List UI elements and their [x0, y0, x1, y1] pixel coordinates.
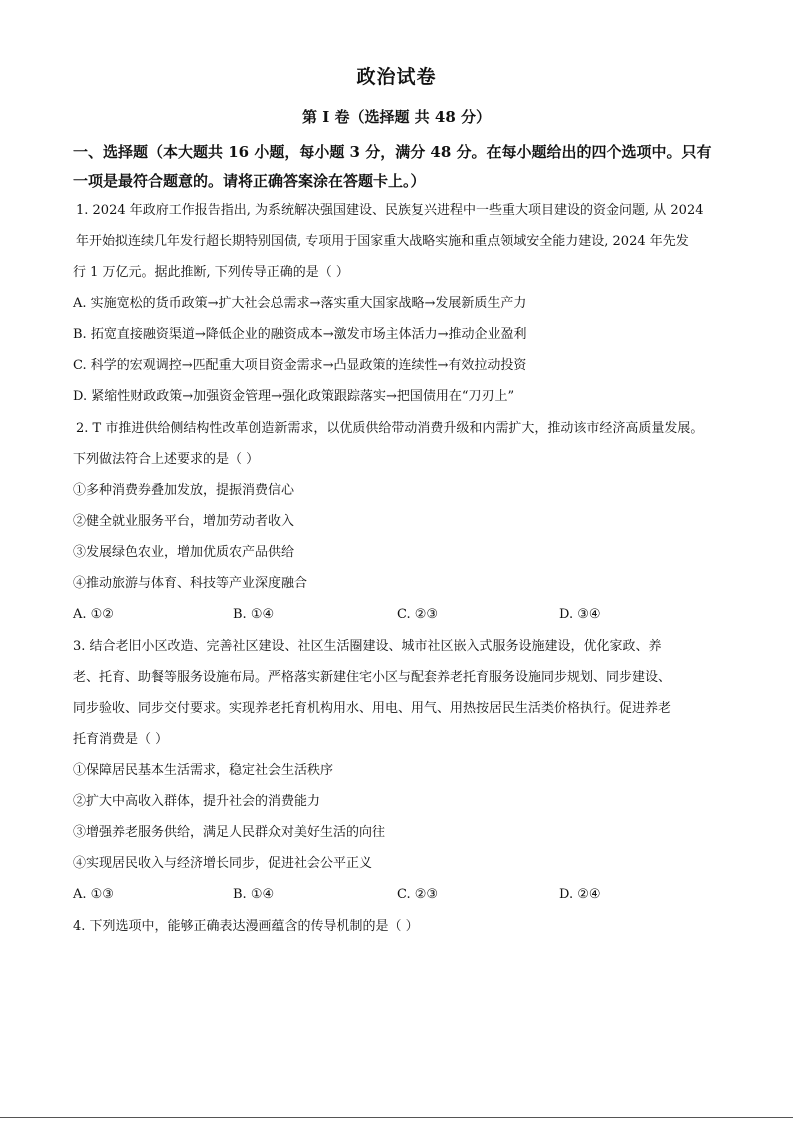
- q4-stem-line-1: 4. 下列选项中，能够正确表达漫画蕴含的传导机制的是（ ）: [73, 919, 419, 934]
- page-bottom-divider: [0, 1117, 793, 1118]
- q2-stem-line-1: 2. T 市推进供给侧结构性改革创造新需求，以优质供给带动消费升级和内需扩大，推动该市经济高质量发展。: [76, 421, 704, 436]
- q3-statement-3: ③增强养老服务供给，满足人民群众对美好生活的向往: [73, 825, 386, 840]
- q2-statement-3: ③发展绿色农业，增加优质农产品供给: [73, 545, 295, 560]
- q2-stem-line-2: 下列做法符合上述要求的是（ ）: [73, 452, 260, 467]
- page-title: 政治试卷: [356, 66, 437, 88]
- q2-choice-a: A. ①②: [73, 607, 114, 622]
- q2-choice-b: B. ①④: [233, 607, 275, 622]
- q3-stem-line-2: 老、托育、助餐等服务设施布局。严格落实新建住宅小区与配套养老托育服务设施同步规划、同步建设、: [73, 670, 672, 685]
- q1-stem-line-3: 行 1 万亿元。据此推断, 下列传导正确的是（ ）: [73, 265, 349, 280]
- q3-choice-c: C. ②③: [397, 887, 439, 902]
- q2-statement-4: ④推动旅游与体育、科技等产业深度融合: [73, 576, 308, 591]
- q1-option-a: A. 实施宽松的货币政策→扩大社会总需求→落实重大国家战略→发展新质生产力: [73, 296, 527, 311]
- q1-option-c: C. 科学的宏观调控→匹配重大项目资金需求→凸显政策的连续性→有效拉动投资: [73, 358, 527, 373]
- section-heading: [73, 138, 733, 196]
- q3-choice-d: D. ②④: [559, 887, 601, 902]
- q1-stem-line-2: 年开始拟连续几年发行超长期特别国债, 专项用于国家重大战略实施和重点领域安全能力建设, 2024 年先发: [76, 234, 689, 249]
- q1-option-d: D. 紧缩性财政政策→加强资金管理→强化政策跟踪落实→把国债用在“刀刃上”: [73, 389, 515, 404]
- q3-choice-a: A. ①③: [73, 887, 114, 902]
- q1-stem-line-1: 1. 2024 年政府工作报告指出, 为系统解决强国建设、民族复兴进程中一些重大项目建设的资金问题, 从 2024: [76, 203, 704, 218]
- q2-choice-c: C. ②③: [397, 607, 439, 622]
- q2-statement-2: ②健全就业服务平台，增加劳动者收入: [73, 514, 295, 529]
- q3-stem-line-1: 3. 结合老旧小区改造、完善社区建设、社区生活圈建设、城市社区嵌入式服务设施建设，优化家政、养: [73, 639, 662, 654]
- q3-statement-1: ①保障居民基本生活需求，稳定社会生活秩序: [73, 763, 334, 778]
- q3-choice-b: B. ①④: [233, 887, 275, 902]
- q3-statement-4: ④实现居民收入与经济增长同步，促进社会公平正义: [73, 856, 373, 871]
- q2-choice-d: D. ③④: [559, 607, 601, 622]
- section-subtitle: 第 I 卷（选择题 共 48 分）: [301, 108, 491, 126]
- q3-statement-2: ②扩大中高收入群体，提升社会的消费能力: [73, 794, 321, 809]
- q3-stem-line-4: 托育消费是（ ）: [73, 732, 169, 747]
- q3-stem-line-3: 同步验收、同步交付要求。实现养老托育机构用水、用电、用气、用热按居民生活类价格执行。促进养老: [73, 701, 672, 716]
- section-heading-line-1: 一、选择题（本大题共 16 小题，每小题 3 分，满分 48 分。在每小题给出的四个选项中。只有: [73, 143, 712, 161]
- section-heading-line-2: 一项是最符合题意的。请将正确答案涂在答题卡上。）: [73, 172, 426, 190]
- q1-option-b: B. 拓宽直接融资渠道→降低企业的融资成本→激发市场主体活力→推动企业盈利: [73, 327, 527, 342]
- q2-statement-1: ①多种消费券叠加发放，提振消费信心: [73, 483, 295, 498]
